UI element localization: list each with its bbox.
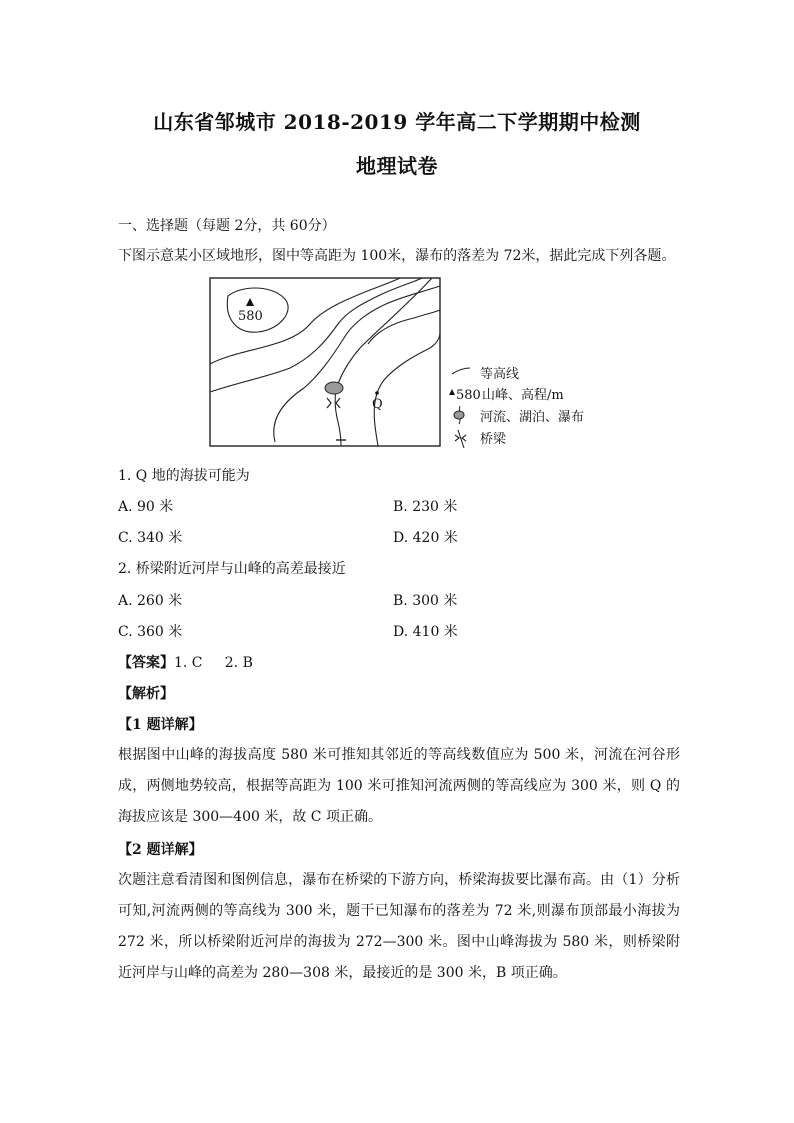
contour-line bbox=[368, 310, 440, 344]
topographic-map bbox=[200, 272, 600, 452]
answer-label: 【答案】 bbox=[118, 655, 174, 671]
question-2-option-b: B. 300 米 bbox=[393, 593, 458, 609]
question-2-option-a: A. 260 米 bbox=[118, 593, 183, 609]
legend-bridge-label: 桥梁 bbox=[480, 432, 507, 447]
question-1-option-c: C. 340 米 bbox=[118, 530, 183, 546]
legend-contour-label: 等高线 bbox=[480, 367, 520, 382]
peak-elevation: 580 bbox=[238, 309, 263, 324]
lake-symbol bbox=[325, 382, 343, 394]
contour-line bbox=[274, 286, 440, 442]
q1-analysis-heading: 【1 题详解】 bbox=[118, 717, 203, 733]
question-1-option-d: D. 420 米 bbox=[393, 530, 458, 546]
question-2-stem: 2. 桥梁附近河岸与山峰的高差最接近 bbox=[118, 561, 346, 577]
section-heading: 一、选择题（每题 2分，共 60分） bbox=[118, 218, 336, 234]
bridge-symbol bbox=[327, 398, 340, 408]
question-1-option-a: A. 90 米 bbox=[118, 499, 174, 515]
point-q-dot bbox=[375, 391, 379, 395]
river bbox=[335, 278, 432, 446]
legend-peak-label: 山峰、高程/m bbox=[482, 388, 564, 403]
question-2-option-c: C. 360 米 bbox=[118, 624, 183, 640]
question-intro: 下图示意某小区域地形，图中等高距为 100米，瀑布的落差为 72米，据此完成下列各题。 bbox=[118, 248, 676, 264]
q1-analysis-text: 根据图中山峰的海拔高度 580 米可推知其邻近的等高线数值应为 500 米，河流在河谷形成，两侧地势较高，根据等高距为 100 米可推知河流两侧的等高线应为 300 米，则 Q 的海拔应该是 300—400 米，故 C 项正确。 bbox=[118, 747, 680, 825]
legend-water-label: 河流、湖泊、瀑布 bbox=[480, 410, 585, 425]
q2-analysis-text: 次题注意看清图和图例信息，瀑布在桥梁的下游方向，桥梁海拔要比瀑布高。由（1）分析可知,河流两侧的等高线为 300 米，题干已知瀑布的落差为 72 米,则瀑布顶部最小海拔为 272 米，所以桥梁附近河岸的海拔为 272—300 米。图中山峰海拔为 580 米，则桥梁附近河岸与山峰的高差为 280—308 米，最接近的是 300 米，B 项正确。 bbox=[118, 872, 680, 981]
page-subtitle: 地理试卷 bbox=[356, 154, 438, 178]
legend-bridge-icon bbox=[455, 430, 466, 448]
peak-icon bbox=[246, 298, 254, 306]
answer-line bbox=[118, 653, 253, 673]
point-q-label: Q bbox=[372, 397, 383, 412]
legend-contour-icon bbox=[452, 368, 470, 374]
map-legend bbox=[449, 366, 584, 448]
contour-line bbox=[210, 278, 422, 392]
analysis-label: 【解析】 bbox=[118, 686, 174, 702]
question-1-option-b: B. 230 米 bbox=[393, 499, 458, 515]
question-1-stem: 1. Q 地的海拔可能为 bbox=[118, 468, 250, 484]
page-title: 山东省邹城市 2018-2019 学年高二下学期期中检测 bbox=[153, 110, 641, 134]
answer-text: 1. C 2. B bbox=[174, 655, 253, 671]
legend-peak-value: 580 bbox=[456, 388, 481, 403]
legend-peak-icon bbox=[449, 389, 455, 395]
q2-analysis-heading: 【2 题详解】 bbox=[118, 842, 203, 858]
contour-line bbox=[374, 334, 440, 446]
legend-lake-icon bbox=[454, 411, 464, 419]
contour-lines bbox=[210, 278, 440, 446]
question-2-option-d: D. 410 米 bbox=[393, 624, 458, 640]
